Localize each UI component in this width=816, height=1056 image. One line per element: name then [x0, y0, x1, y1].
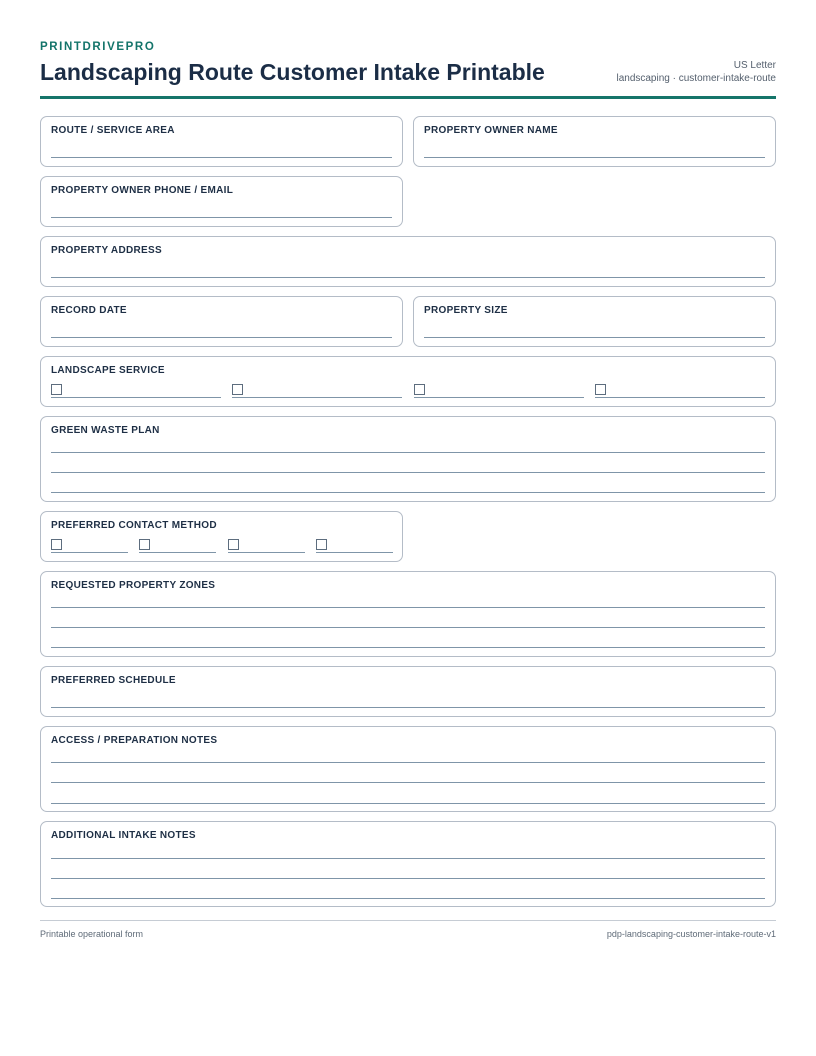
green-waste-plan-line[interactable] — [51, 492, 765, 493]
property-owner-phone-email-field — [40, 176, 403, 227]
property-size-label: PROPERTY SIZE — [424, 305, 508, 316]
property-address-line[interactable] — [51, 277, 765, 278]
landscape-service-label: LANDSCAPE SERVICE — [51, 365, 165, 376]
property-address-field — [40, 236, 776, 287]
property-size-line[interactable] — [424, 337, 765, 338]
access-preparation-notes-line[interactable] — [51, 762, 765, 763]
requested-property-zones-field — [40, 571, 776, 657]
preferred-schedule-line[interactable] — [51, 707, 765, 708]
preferred-contact-method-field — [40, 511, 403, 562]
route-service-area-label: ROUTE / SERVICE AREA — [51, 125, 175, 136]
record-date-field — [40, 296, 403, 347]
landscape-service-option[interactable] — [414, 384, 584, 398]
property-owner-name-line[interactable] — [424, 157, 765, 158]
page-title: Landscaping Route Customer Intake Printable — [40, 59, 545, 85]
green-waste-plan-label: GREEN WASTE PLAN — [51, 425, 160, 436]
additional-intake-notes-field — [40, 821, 776, 907]
checkbox[interactable] — [316, 539, 327, 550]
green-waste-plan-line[interactable] — [51, 472, 765, 473]
landscape-service-option[interactable] — [595, 384, 765, 398]
route-service-area-line[interactable] — [51, 157, 392, 158]
property-owner-phone-email-line[interactable] — [51, 217, 392, 218]
form-id: pdp-landscaping-customer-intake-route-v1 — [606, 929, 776, 939]
requested-property-zones-label: REQUESTED PROPERTY ZONES — [51, 580, 216, 591]
property-address-label: PROPERTY ADDRESS — [51, 245, 162, 256]
access-preparation-notes-label: ACCESS / PREPARATION NOTES — [51, 735, 218, 746]
landscape-service-option[interactable] — [232, 384, 402, 398]
record-date-line[interactable] — [51, 337, 392, 338]
requested-property-zones-line[interactable] — [51, 627, 765, 628]
preferred-schedule-field — [40, 666, 776, 717]
preferred-contact-method-label: PREFERRED CONTACT METHOD — [51, 520, 217, 531]
form-slug: landscaping · customer-intake-route — [616, 73, 776, 84]
checkbox[interactable] — [232, 384, 243, 395]
requested-property-zones-line[interactable] — [51, 647, 765, 648]
green-waste-plan-line[interactable] — [51, 452, 765, 453]
additional-intake-notes-label: ADDITIONAL INTAKE NOTES — [51, 830, 196, 841]
footer-rule — [40, 920, 776, 921]
checkbox[interactable] — [51, 384, 62, 395]
contact-method-option[interactable] — [139, 539, 216, 553]
checkbox[interactable] — [139, 539, 150, 550]
record-date-label: RECORD DATE — [51, 305, 127, 316]
checkbox[interactable] — [51, 539, 62, 550]
contact-method-option[interactable] — [51, 539, 128, 553]
property-size-field — [413, 296, 776, 347]
page-size-label: US Letter — [733, 60, 776, 71]
route-service-area-field — [40, 116, 403, 167]
checkbox[interactable] — [414, 384, 425, 395]
access-preparation-notes-line[interactable] — [51, 782, 765, 783]
checkbox[interactable] — [595, 384, 606, 395]
green-waste-plan-field — [40, 416, 776, 502]
contact-method-option[interactable] — [228, 539, 305, 553]
brand-name: PRINTDRIVEPRO — [40, 41, 156, 53]
property-owner-name-field — [413, 116, 776, 167]
additional-intake-notes-line[interactable] — [51, 878, 765, 879]
landscape-service-option[interactable] — [51, 384, 221, 398]
property-owner-name-label: PROPERTY OWNER NAME — [424, 125, 558, 136]
additional-intake-notes-line[interactable] — [51, 858, 765, 859]
requested-property-zones-line[interactable] — [51, 607, 765, 608]
contact-method-option[interactable] — [316, 539, 393, 553]
access-preparation-notes-line[interactable] — [51, 803, 765, 804]
footer-note: Printable operational form — [40, 929, 144, 939]
header-rule — [40, 96, 776, 99]
additional-intake-notes-line[interactable] — [51, 898, 765, 899]
property-owner-phone-email-label: PROPERTY OWNER PHONE / EMAIL — [51, 185, 234, 196]
preferred-schedule-label: PREFERRED SCHEDULE — [51, 675, 176, 686]
access-preparation-notes-field — [40, 726, 776, 812]
checkbox[interactable] — [228, 539, 239, 550]
landscape-service-field — [40, 356, 776, 407]
